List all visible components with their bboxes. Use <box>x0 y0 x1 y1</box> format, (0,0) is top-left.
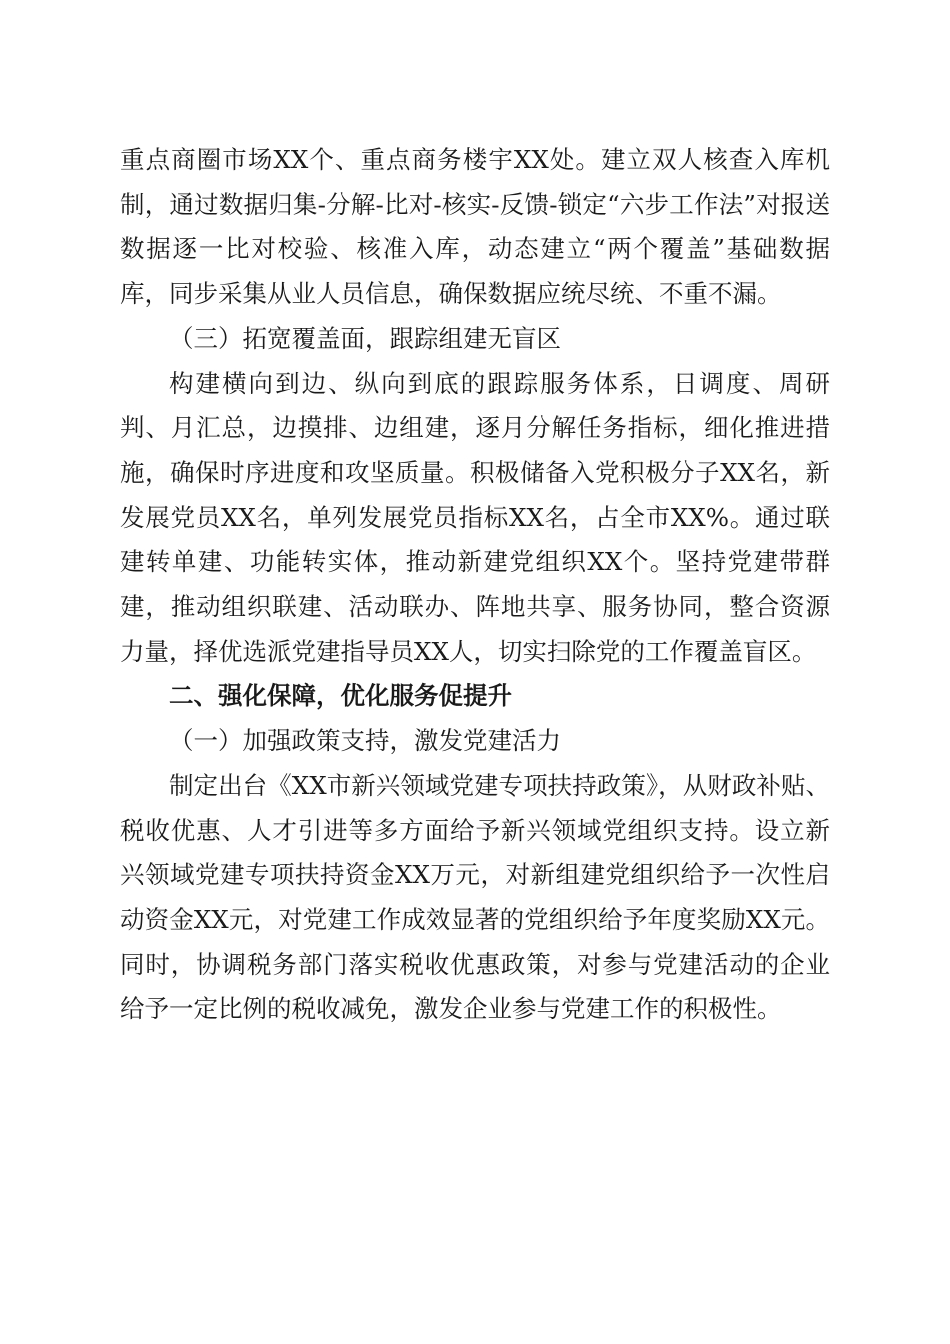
section-heading-support: 二、强化保障，优化服务促提升 <box>169 681 512 711</box>
subheading-policy-support: （一）加强政策支持，激发党建活力 <box>169 726 561 756</box>
subheading-coverage-tracking: （三）拓宽覆盖面，跟踪组建无盲区 <box>169 323 561 353</box>
document-body <box>120 138 830 1032</box>
paragraph-policy-support: 制定出台《XX市新兴领域党建专项扶持政策》，从财政补贴、税收优惠、人才引进等多方面给予新兴领域党组织支持。设立新兴领域党建专项扶持资金XX万元，对新组建党组织给予一次性启动资金XX元，对党建工作成效显著的党组织给予年度奖励XX元。同时，协调税务部门落实税收优惠政策，对参与党建活动的企业给予一定比例的税收减免，激发企业参与党建工作的积极性。 <box>120 770 830 1024</box>
paragraph-tracking-service: 构建横向到边、纵向到底的跟踪服务体系，日调度、周研判、月汇总，边摸排、边组建，逐月分解任务指标，细化推进措施，确保时序进度和攻坚质量。积极储备入党积极分子XX名，新发展党员XX名，单列发展党员指标XX名，占全市XX%。通过联建转单建、功能转实体，推动新建党组织XX个。坚持党建带群建，推动组织联建、活动联办、阵地共享、服务协同，整合资源力量，择优选派党建指导员XX人，切实扫除党的工作覆盖盲区。 <box>120 368 830 666</box>
paragraph-data-collection: 重点商圈市场XX个、重点商务楼宇XX处。建立双人核查入库机制，通过数据归集-分解-比对-核实-反馈-锁定“六步工作法”对报送数据逐一比对校验、核准入库，动态建立“两个覆盖”基础数据库，同步采集从业人员信息，确保数据应统尽统、不重不漏。 <box>120 145 830 309</box>
